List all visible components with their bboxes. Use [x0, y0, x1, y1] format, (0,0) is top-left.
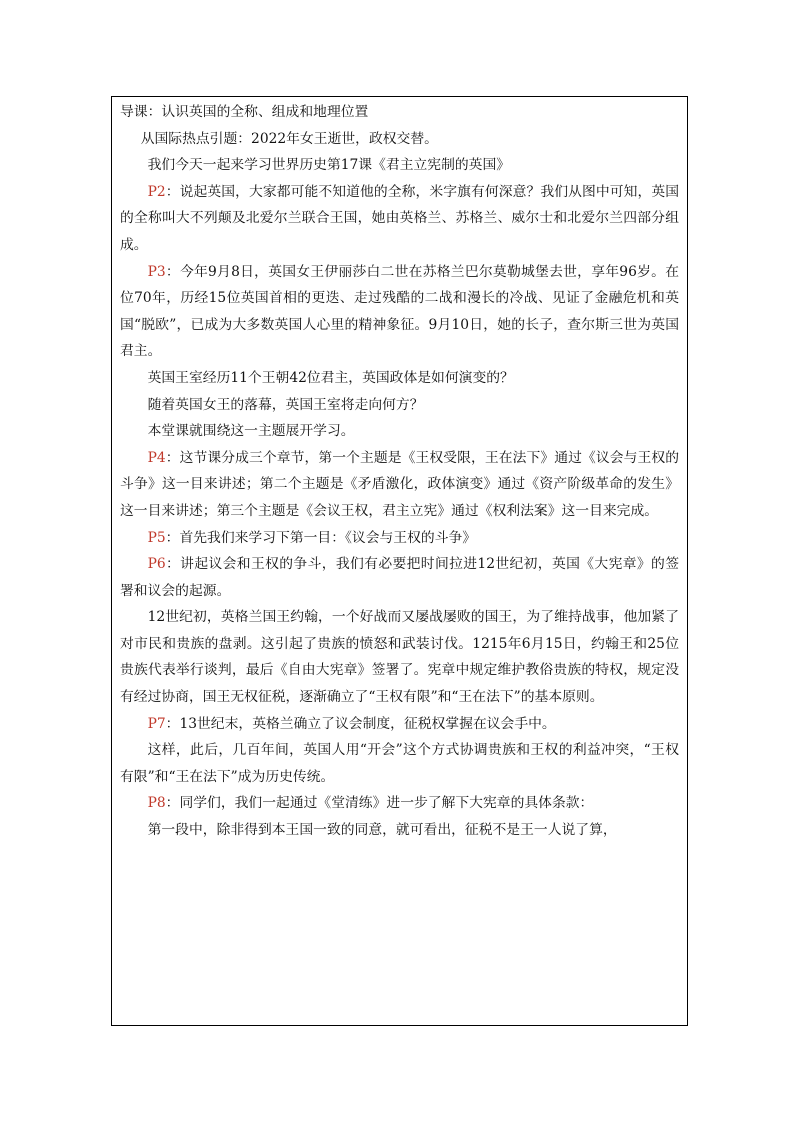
paragraph-tag: P8: [147, 795, 166, 812]
paragraph-6: [120, 365, 679, 392]
paragraph-text: 从国际热点引题：2022年女王逝世，政权交替。: [140, 130, 438, 147]
paragraph-7: [120, 392, 679, 419]
paragraph-9: [120, 445, 679, 525]
paragraph-text: ：今年9月8日，英国女王伊丽莎白二世在苏格兰巴尔莫勒城堡去世，享年96岁。在位70年，历经15位英国首相的更迭、走过残酷的二战和漫长的冷战、见证了金融危机和英国“脱欧”，已成为大多数英国人心里的精神象征。9月10日，她的长子，查尔斯三世为英国君主。: [120, 263, 679, 360]
paragraph-text: 随着英国女王的落幕，英国王室将走向何方？: [147, 396, 424, 413]
lesson-plan-box: [111, 96, 688, 1026]
paragraph-4: [120, 179, 679, 259]
paragraph-13: [120, 711, 679, 738]
paragraph-15: [120, 790, 679, 817]
paragraph-text: 我们今天一起来学习世界历史第17课《君主立宪制的英国》: [147, 157, 511, 174]
paragraph-text: ：讲起议会和王权的争斗，我们有必要把时间拉进12世纪初，英国《大宪章》的签署和议会的起源。: [120, 556, 679, 599]
paragraph-tag: P4: [147, 449, 166, 466]
paragraph-2: [120, 126, 679, 153]
paragraph-tag: P6: [147, 556, 166, 573]
paragraph-8: [120, 418, 679, 445]
paragraph-text: ：说起英国，大家都可能不知道他的全称，米字旗有何深意？我们从图中可知，英国的全称叫大不列颠及北爱尔兰联合王国，她由英格兰、苏格兰、威尔士和北爱尔兰四部分组成。: [120, 183, 679, 253]
paragraph-1: [120, 99, 679, 126]
paragraph-text: ：首先我们来学习下第一目：《议会与王权的斗争》: [165, 529, 477, 546]
paragraph-text: ：这节课分成三个章节，第一个主题是《王权受限，王在法下》通过《议会与王权的斗争》这一目来讲述；第二个主题是《矛盾激化，政体演变》通过《资产阶级革命的发生》这一目来讲述；第三个主题是《会议王权，君主立宪》通过《权利法案》这一目来完成。: [120, 449, 679, 519]
paragraph-tag: P3: [147, 263, 166, 280]
paragraph-16: [120, 817, 679, 844]
paragraph-text: 12世纪初，英格兰国王约翰，一个好战而又屡战屡败的国王，为了维持战事，他加紧了对市民和贵族的盘剥。这引起了贵族的愤怒和武装讨伐。1215年6月15日，约翰王和25位贵族代表举行谈判，最后《自由大宪章》签署了。宪章中规定维护教俗贵族的特权，规定没有经过协商，国王无权征税，逐渐确立了“王权有限”和“王在法下”的基本原则。: [120, 609, 679, 706]
paragraph-tag: P7: [147, 715, 166, 732]
paragraph-text: 第一段中，除非得到本王国一致的同意，就可看出，征税不是王一人说了算，: [147, 822, 617, 839]
paragraph-text: ：同学们，我们一起通过《堂清练》进一步了解下大宪章的具体条款：: [165, 795, 594, 812]
paragraph-text: ：13世纪末，英格兰确立了议会制度，征税权掌握在议会手中。: [165, 715, 556, 732]
paragraph-11: [120, 551, 679, 604]
paragraph-text: 英国王室经历11个王朝42位君主，英国政体是如何演变的？: [147, 369, 514, 386]
paragraph-5: [120, 259, 679, 365]
paragraph-12: [120, 604, 679, 710]
paragraph-3: [120, 152, 679, 179]
paragraph-text: 导课：认识英国的全称、组成和地理位置: [120, 104, 369, 120]
paragraph-text: 这样，此后，几百年间，英国人用“开会”这个方式协调贵族和王权的利益冲突，“王权有限”和“王在法下”成为历史传统。: [120, 742, 679, 785]
paragraph-10: [120, 525, 679, 552]
paragraph-tag: P5: [147, 529, 166, 546]
paragraph-text: 本堂课就围绕这一主题展开学习。: [147, 423, 355, 440]
paragraph-tag: P2: [147, 183, 166, 200]
paragraph-14: [120, 737, 679, 790]
